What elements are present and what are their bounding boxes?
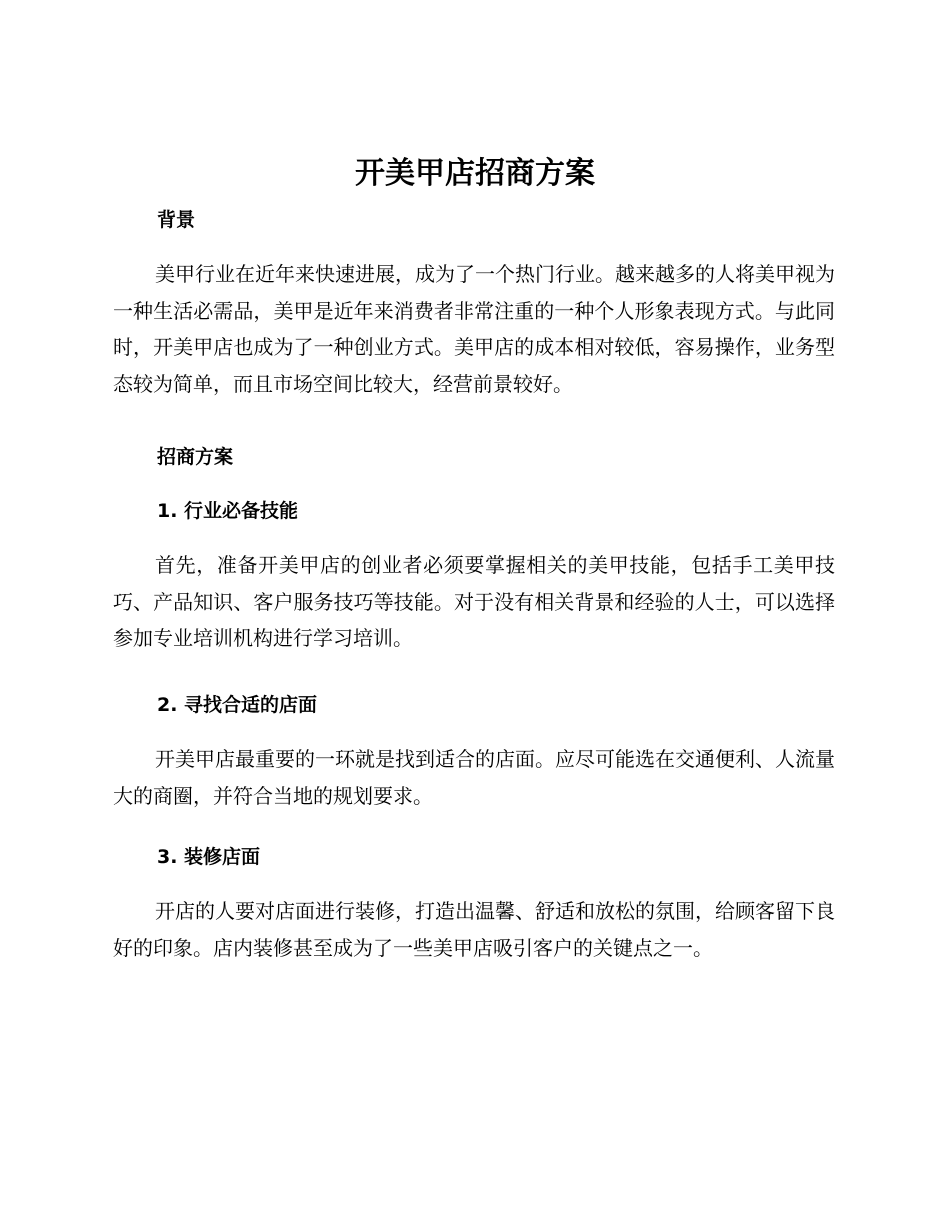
- section-paragraph-decoration: 开店的人要对店面进行装修，打造出温馨、舒适和放松的氛围，给顾客留下良好的印象。店内装修甚至成为了一些美甲店吸引客户的关键点之一。: [113, 899, 835, 960]
- section-paragraph-skills: 首先，准备开美甲店的创业者必须要掌握相关的美甲技能，包括手工美甲技巧、产品知识、客户服务技巧等技能。对于没有相关背景和经验的人士，可以选择参加专业培训机构进行学习培训。: [113, 553, 835, 650]
- section-heading-plan: 招商方案: [157, 446, 234, 468]
- section-heading-skills: 1. 行业必备技能: [157, 500, 299, 522]
- section-paragraph-background: 美甲行业在近年来快速进展，成为了一个热门行业。越来越多的人将美甲视为一种生活必需品，美甲是近年来消费者非常注重的一种个人形象表现方式。与此同时，开美甲店也成为了一种创业方式。美甲店的成本相对较低，容易操作，业务型态较为简单，而且市场空间比较大，经营前景较好。: [113, 262, 835, 396]
- section-heading-storefront: 2. 寻找合适的店面: [157, 694, 318, 716]
- section-heading-decoration: 3. 装修店面: [157, 846, 261, 868]
- document-title: 开美甲店招商方案: [355, 156, 595, 191]
- section-paragraph-storefront: 开美甲店最重要的一环就是找到适合的店面。应尽可能选在交通便利、人流量大的商圈，并符合当地的规划要求。: [113, 747, 835, 808]
- section-heading-background: 背景: [157, 209, 196, 231]
